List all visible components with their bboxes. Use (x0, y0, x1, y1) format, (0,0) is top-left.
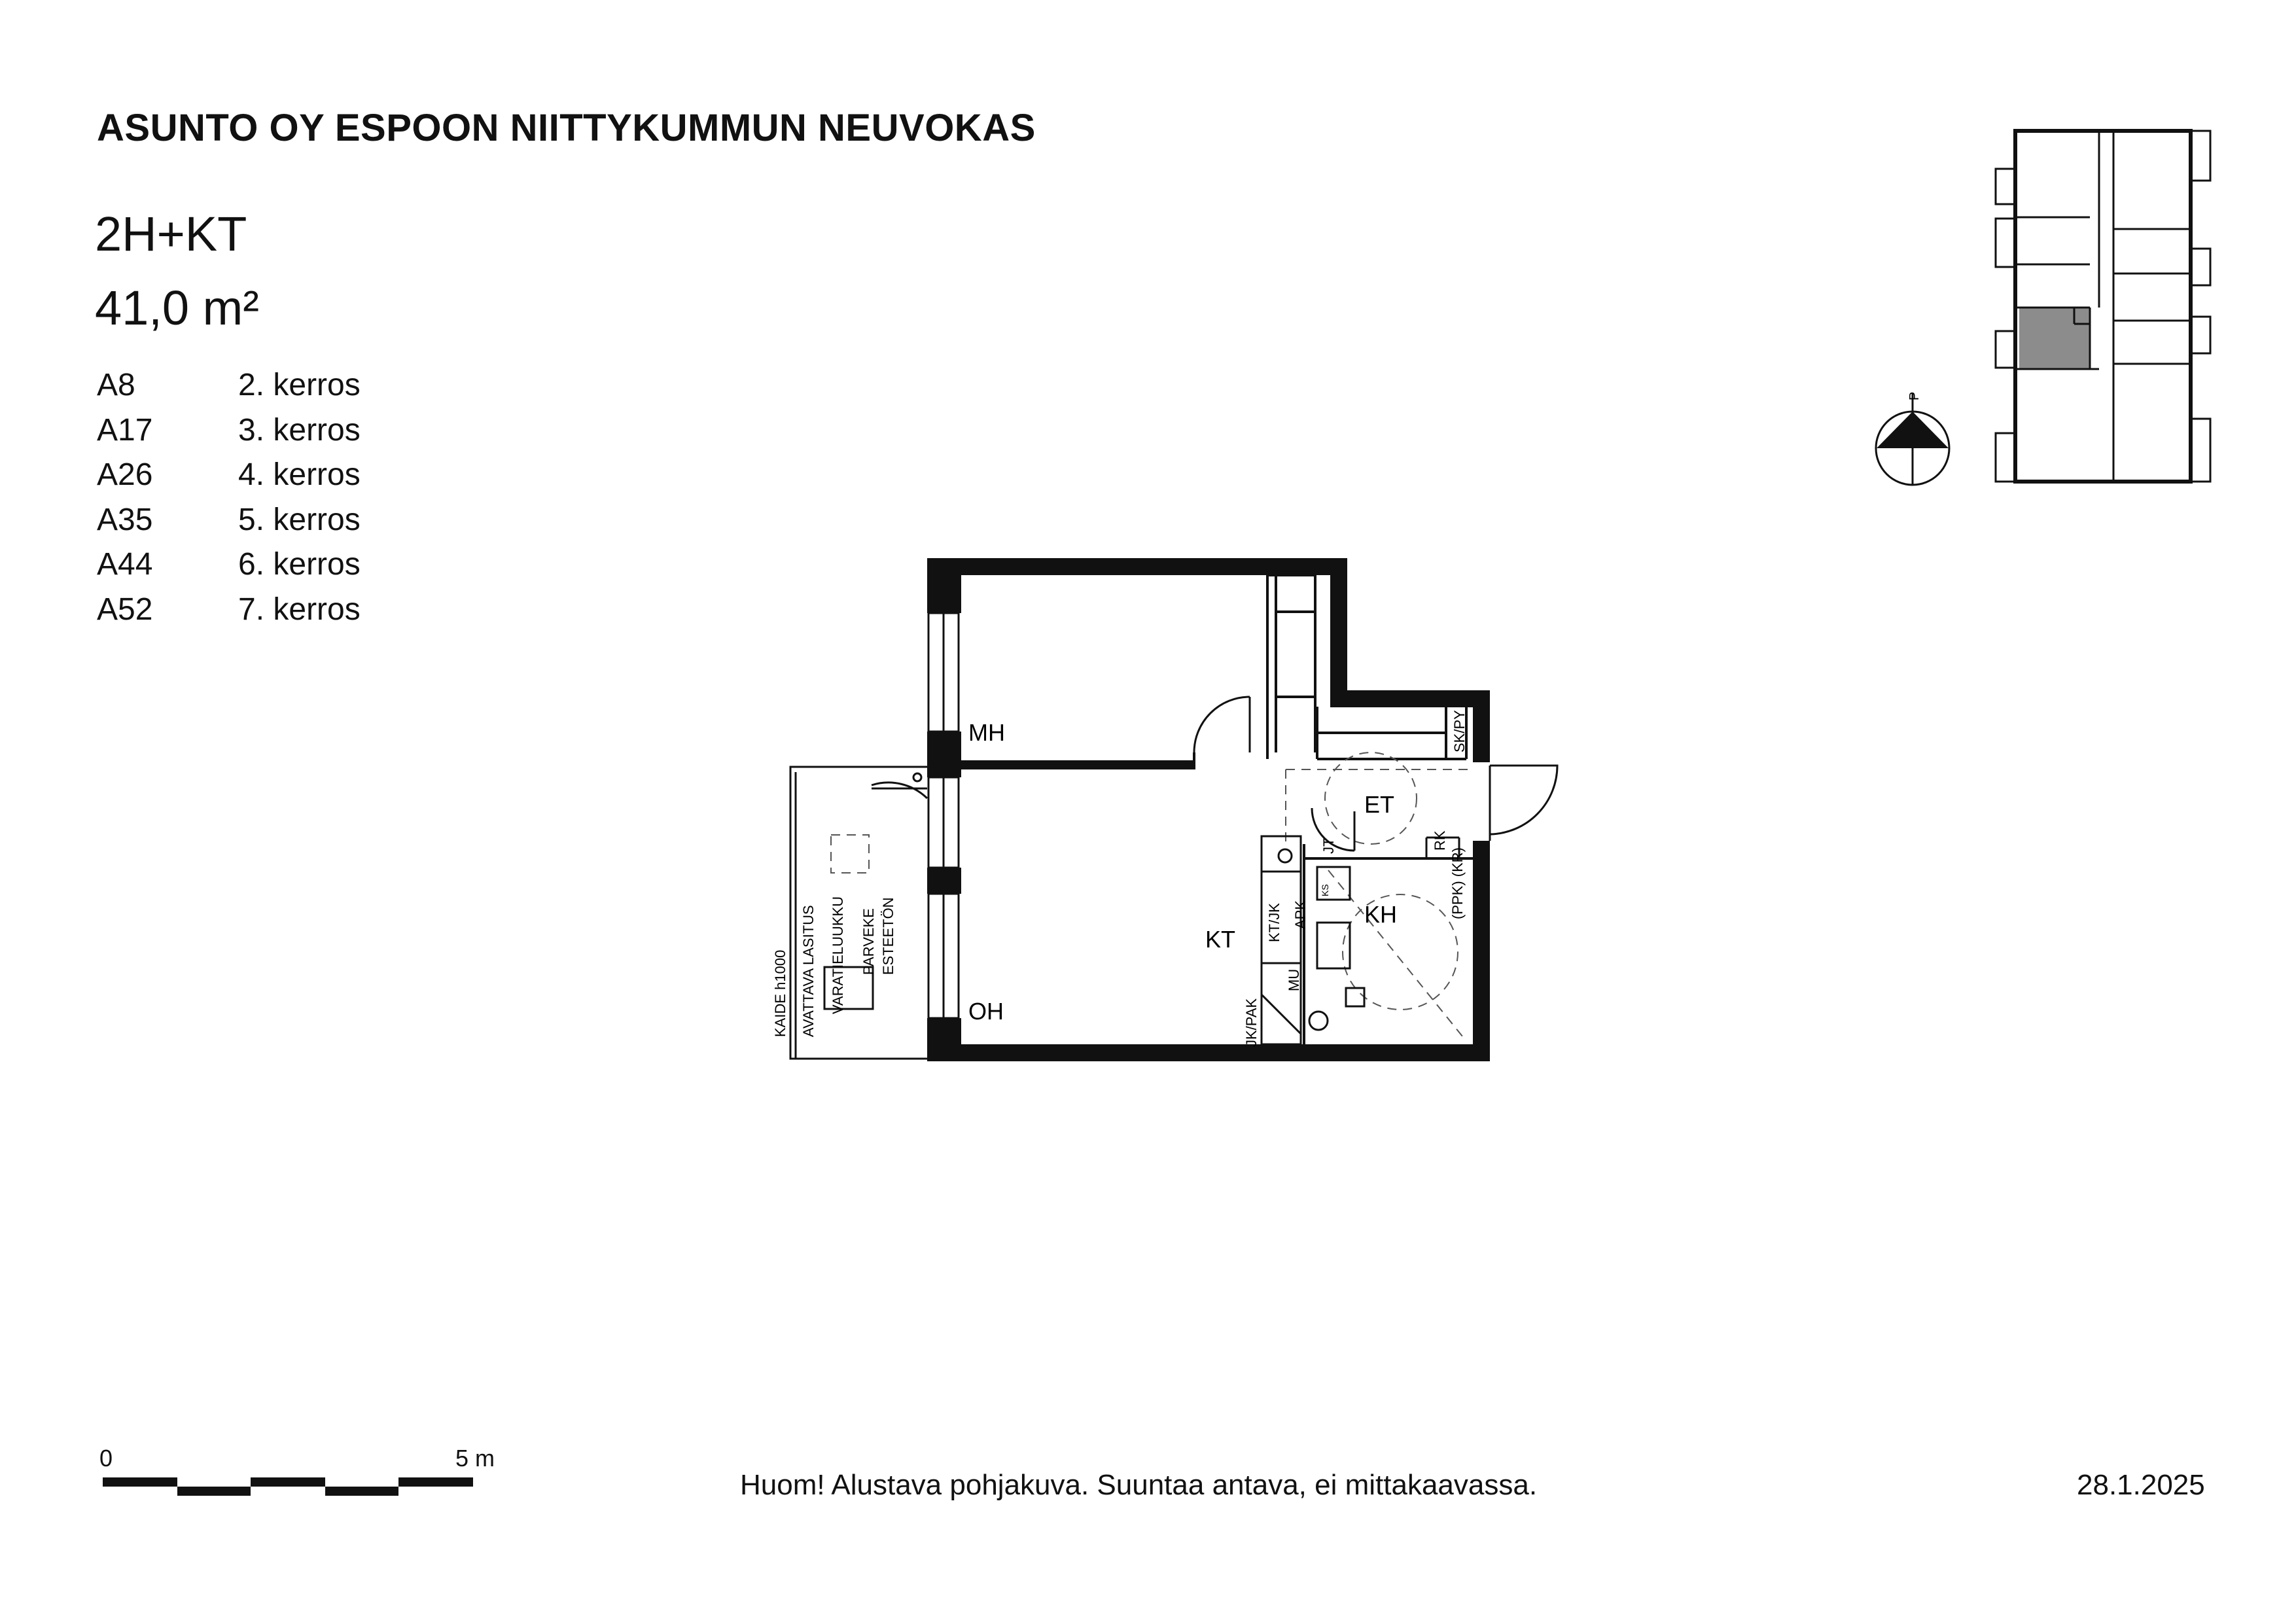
unit-id: A17 (97, 412, 153, 448)
unit-id: A26 (97, 457, 153, 492)
unit-id: A52 (97, 591, 153, 627)
fixture-label-ktjk: KT/JK (1266, 903, 1282, 942)
floor-plan (772, 558, 1557, 1061)
footer-date: 28.1.2025 (2077, 1469, 2205, 1501)
unit-id: A8 (97, 368, 135, 402)
room-label-oh: OH (968, 998, 1004, 1025)
room-label-kt: KT (1205, 926, 1236, 953)
fixture-label-jt: JT (1320, 838, 1337, 854)
balcony-label-varatieluukku: VARATIELUUKKU (830, 896, 846, 1014)
apartment-area: 41,0 m² (95, 281, 259, 335)
north-label: P (1907, 391, 1922, 400)
project-title: ASUNTO OY ESPOON NIITTYKUMMUN NEUVOKAS (97, 107, 1036, 149)
unit-floor: 5. kerros (238, 502, 361, 537)
scale-bar (103, 1477, 473, 1496)
balcony-label-lasitus: AVATTAVA LASITUS (800, 905, 817, 1037)
unit-floor: 7. kerros (238, 591, 361, 627)
balcony-label-parveke: PARVEKE (860, 908, 877, 975)
unit-floor: 6. kerros (238, 547, 361, 582)
room-label-et: ET (1364, 791, 1395, 818)
fixture-label-apk: APK (1292, 900, 1309, 929)
windows (928, 613, 959, 1018)
footer-note: Huom! Alustava pohjakuva. Suuntaa antava, ei mittakaavassa. (740, 1469, 1538, 1501)
fixture-label-mu: MU (1286, 968, 1302, 991)
fixture-label-ks: KS (1320, 884, 1330, 896)
apartment-type: 2H+KT (95, 207, 247, 261)
key-plan-highlight (2019, 308, 2090, 369)
unit-floor: 3. kerros (238, 412, 361, 448)
north-arrow-icon (1876, 392, 1949, 485)
unit-id: A35 (97, 502, 153, 537)
key-plan (1996, 131, 2210, 482)
room-label-kh: KH (1364, 901, 1398, 928)
scale-end-label: 5 m (455, 1445, 495, 1472)
fixture-label-skpy: SK/PY (1451, 710, 1468, 752)
unit-floor: 2. kerros (238, 368, 361, 402)
scale-start-label: 0 (99, 1445, 113, 1472)
balcony-label-esteeton: ESTEETÖN (880, 897, 896, 975)
room-label-mh: MH (968, 719, 1005, 746)
unit-id: A44 (97, 547, 153, 582)
exterior-walls (927, 558, 1490, 1061)
balcony-label-kaide: KAIDE h1000 (772, 949, 788, 1037)
unit-floor: 4. kerros (238, 457, 361, 492)
fixture-label-rk: RK (1432, 830, 1448, 851)
fixture-label-jkpak: JK/PAK (1243, 998, 1260, 1047)
fixture-label-ppk-kr: (PPK) (KR) (1449, 847, 1466, 919)
